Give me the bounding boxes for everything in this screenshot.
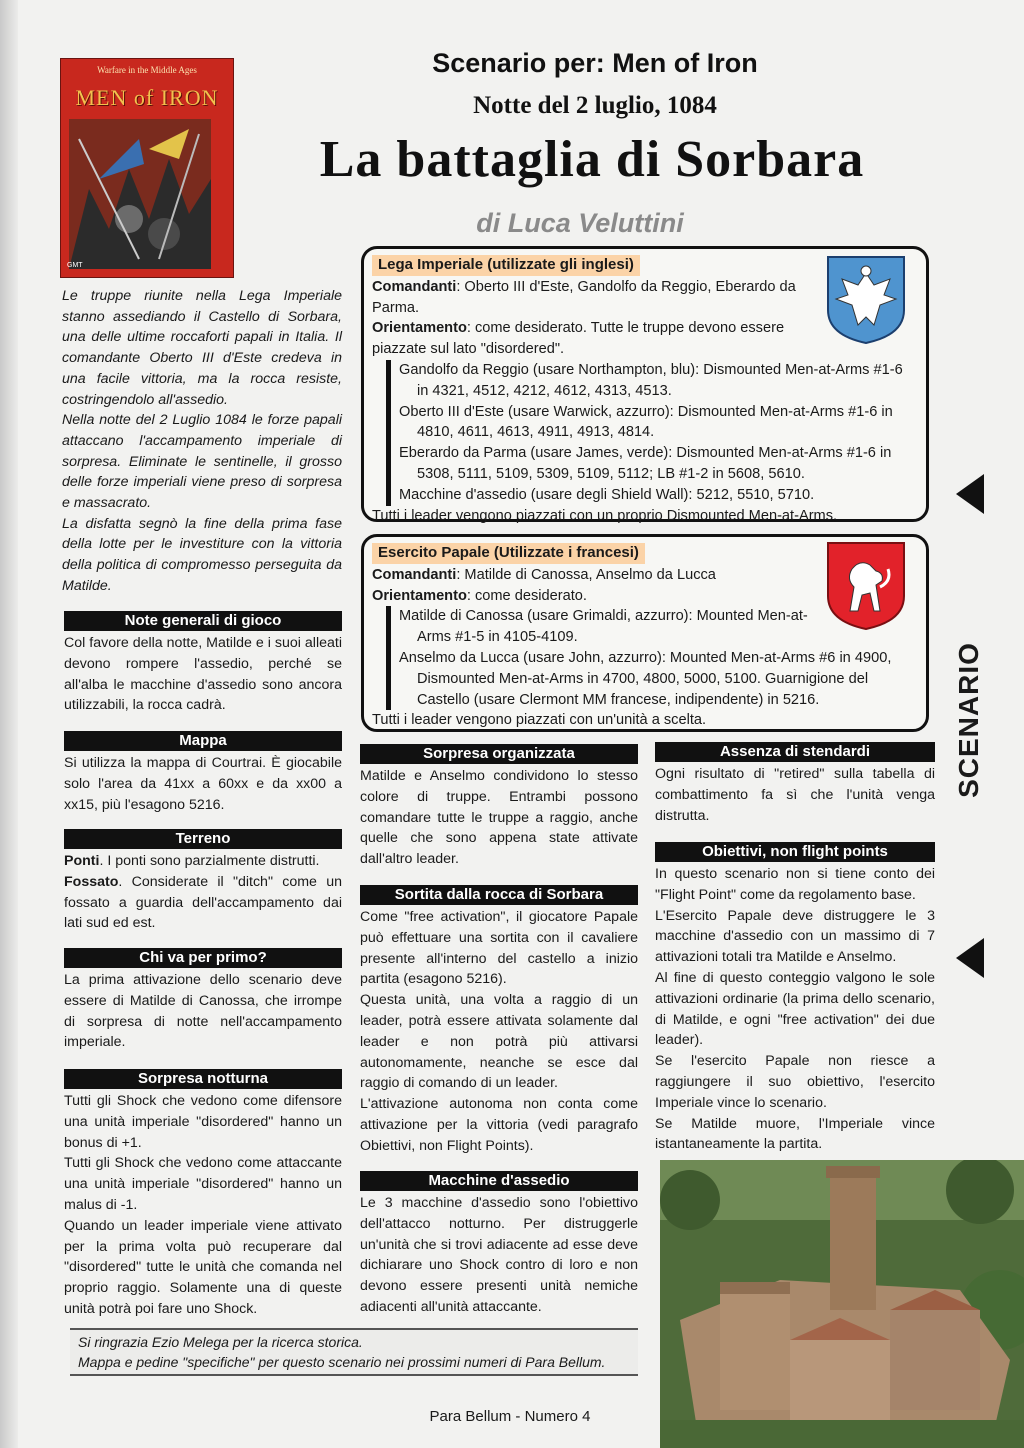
box-footer: Tutti i leader vengono piazzati con un proprio Dismounted Men-at-Arms. (372, 507, 838, 524)
cover-publisher: GMT (67, 262, 83, 269)
section-text: Ogni risultato di "retired" sulla tabella di combattimento fa sì che l'unità venga distrutta. (655, 766, 935, 824)
section-text: Quando un leader imperiale viene attivato per la prima volta può recuperare dal "disordered" tutte le unità che comanda nel proprio raggio. Solamente una di queste unità potrà poi fare uno Shock. (64, 1217, 342, 1317)
section-text: Se l'esercito Papale non riesce a raggiungere il suo obiettivo, l'esercito Imperiale vince lo scenario. (655, 1053, 935, 1111)
box-footer: Tutti i leader vengono piazzati con un'unità a scelta. (372, 712, 707, 729)
section-assenza-stendardi (655, 742, 935, 826)
orientation-text: : come desiderato. Tutte le truppe devono essere piazzate sul lato "disordered". (372, 320, 785, 358)
intro-paragraph: Nella notte del 2 Luglio 1084 le forze papali attaccano l'accampamento imperiale di sorpresa. Eliminate le sentinelle, il grosso delle forze imperiali viene preso di sorpresa e massacrato. (62, 412, 342, 512)
section-terreno (64, 829, 342, 934)
section-heading: Sortita dalla rocca di Sorbara (360, 885, 638, 905)
lega-imperiale-box (361, 246, 929, 522)
battle-scene-illustration (69, 119, 211, 269)
orientation-text: : come desiderato. (466, 587, 587, 604)
castle-photo (660, 1160, 1024, 1448)
section-sorpresa-organizzata (360, 744, 638, 870)
section-text: Questa unità, una volta a raggio di un leader, potrà essere attivata solamente dal leader e non potrà più attivarsi autonomamente, neanche se esce dal raggio di comando di un leader. (360, 992, 638, 1092)
section-heading: Mappa (64, 731, 342, 751)
section-tab-label: SCENARIO (953, 642, 984, 798)
esercito-papale-box (361, 534, 929, 732)
author: di Luca Veluttini (476, 208, 684, 238)
fossato-label: Fossato (64, 873, 119, 890)
credits-line: Si ringrazia Ezio Melega per la ricerca storica. (78, 1334, 363, 1350)
lega-heading: Lega Imperiale (utilizzate gli inglesi) (372, 255, 640, 276)
unit-list (386, 360, 918, 506)
unit-entry: Oberto III d'Este (usare Warwick, azzurro): Dismounted Men-at-Arms #1-6 in 4810, 4611, 4613, 4911, 4913, 4814. (399, 403, 893, 441)
section-text: Le 3 macchine d'assedio sono l'obiettivo dell'attacco notturno. Per distruggerle un'unità che si trovi adiacente ad esse deve dichiarare uno Shock contro di loro e non devono essere presenti unità nemiche adiacenti all'unità attaccante. (360, 1195, 638, 1315)
section-text: L'Esercito Papale deve distruggere le 3 macchine d'assedio con un massimo di 7 attivazioni totali tra Matilde e Anselmo. (655, 907, 935, 966)
commanders-label: Comandanti (372, 278, 457, 295)
commanders-text: : Oberto III d'Este, Gandolfo da Reggio, Eberardo da Parma. (372, 278, 796, 316)
credits-line: Mappa e pedine "specifiche" per questo scenario nei prossimi numeri di Para Bellum. (78, 1354, 606, 1370)
left-arrow-icon (956, 474, 984, 514)
orientation-label: Orientamento (372, 587, 467, 604)
section-heading: Sorpresa organizzata (360, 744, 638, 764)
section-text: Col favore della notte, Matilde e i suoi alleati devono rompere l'assedio, perché se all'alba le macchine d'assedio sono ancora utilizzabili, la rocca cadrà. (64, 635, 342, 714)
section-mappa (64, 731, 342, 815)
section-heading: Macchine d'assedio (360, 1171, 638, 1191)
section-text: Se Matilde muore, l'Imperiale vince istantaneamente la partita. (655, 1115, 935, 1153)
section-text: Come "free activation", il giocatore Papale può effettuare una sortita con il cavaliere presente all'interno del castello a inizio partita (esagono 5216). (360, 909, 638, 988)
fossato-text: . Considerate il "ditch" come un fossato a guardia dell'accampamento dai lati sud ed est. (64, 873, 342, 932)
section-text: In questo scenario non si tiene conto dei "Flight Point" come da regolamento base. (655, 866, 935, 903)
unit-entry: Gandolfo da Reggio (usare Northampton, blu): Dismounted Men-at-Arms #1-6 in 4321, 4512, 4212, 4612, 4313, 4513. (399, 361, 903, 399)
ponti-text: . I ponti sono parzialmente distrutti. (99, 853, 320, 869)
orientation-label: Orientamento (372, 320, 467, 337)
papale-heading: Esercito Papale (Utilizzate i francesi) (372, 543, 645, 564)
section-text: Tutti gli Shock che vedono come difensore una unità imperiale "disordered" hanno un bonus di +1. (64, 1093, 342, 1151)
commanders-label: Comandanti (372, 566, 457, 583)
section-heading: Chi va per primo? (64, 948, 342, 968)
lion-crest-icon (826, 541, 906, 631)
section-text: Tutti gli Shock che vedono come attaccante una unità imperiale "disordered" hanno un malus di -1. (64, 1155, 342, 1213)
section-sorpresa-notturna (64, 1069, 342, 1320)
section-heading: Assenza di stendardi (655, 742, 935, 762)
ponti-label: Ponti (64, 853, 100, 869)
section-heading: Sorpresa notturna (64, 1069, 342, 1089)
game-cover (60, 58, 234, 278)
date-heading: Notte del 2 luglio, 1084 (473, 92, 717, 119)
intro-paragraph: Le truppe riunite nella Lega Imperiale stanno assediando il Castello di Sorbara, una delle ultime roccaforti papali in Italia. Il comandante Oberto III d'Este credeva in una facile vittoria, ma la rocca resiste, costringendolo all'assedio. (62, 288, 342, 408)
commanders-text: : Matilde di Canossa, Anselmo da Lucca (456, 566, 716, 583)
cover-series: Warfare in the Middle Ages (97, 65, 197, 75)
section-text: Al fine di questo conteggio valgono le sole attivazioni ordinarie (la prima dello scenario, di Matilde, e ogni "free activation" dei due leader). (655, 969, 935, 1049)
section-text: Si utilizza la mappa di Courtrai. È giocabile solo l'area da 41xx a 60xx e da xx00 a xx15, più l'esagono 5216. (64, 755, 342, 813)
unit-entry: Anselmo da Lucca (usare John, azzurro): Mounted Men-at-Arms #6 in 4900, Dismounted Men-at-Arms in 4700, 4800, 5000, 5100. Guarnigione del Castello (usare Clermont MM francese, indipendente) in 5216. (399, 649, 892, 708)
eagle-crest-icon (826, 255, 906, 345)
unit-entry: Matilde di Canossa (usare Grimaldi, azzurro): Mounted Men-at-Arms #1-5 in 4105-4109. (399, 608, 808, 646)
left-arrow-icon (956, 938, 984, 978)
unit-entry: Eberardo da Parma (usare James, verde): Dismounted Men-at-Arms #1-6 in 5308, 5111, 5109, 5309, 5109, 5112; LB #1-2 in 5608, 5610. (399, 445, 892, 482)
page-footer: Para Bellum - Numero 4 (429, 1408, 591, 1425)
section-macchine-assedio (360, 1171, 638, 1318)
section-text: L'attivazione autonoma non conta come attivazione per la vittoria (vedi paragrafo Obiettivi, non Flight Points). (360, 1096, 638, 1154)
section-note-generali (64, 611, 342, 716)
page-title: La battaglia di Sorbara (319, 131, 865, 188)
cover-logo: MEN of IRON (75, 85, 219, 110)
section-heading: Note generali di gioco (64, 611, 342, 631)
section-text: La prima attivazione dello scenario deve essere di Matilde di Canossa, che irrompe di sorpresa di notte nell'accampamento imperiale. (64, 972, 342, 1051)
section-obiettivi (655, 842, 935, 1155)
credits-box (70, 1328, 638, 1376)
section-heading: Obiettivi, non flight points (655, 842, 935, 862)
section-chi-va-per-primo (64, 948, 342, 1053)
section-sortita (360, 885, 638, 1157)
intro-paragraph: La disfatta segnò la fine della prima fase della lotte per le investiture con la vittoria della politica di compromesso perseguita da Matilde. (62, 515, 342, 594)
intro-text (62, 286, 342, 597)
section-heading: Terreno (64, 829, 342, 849)
unit-entry: Macchine d'assedio (usare degli Shield Wall): 5212, 5510, 5710. (399, 486, 815, 503)
section-text: Matilde e Anselmo condividono lo stesso colore di truppe. Entrambi possono comandare tutte le truppe a raggio, anche quelle che sono appena state attivate dall'altro leader. (360, 768, 638, 868)
page-edge (0, 0, 18, 1448)
scenario-heading: Scenario per: Men of Iron (432, 48, 758, 78)
